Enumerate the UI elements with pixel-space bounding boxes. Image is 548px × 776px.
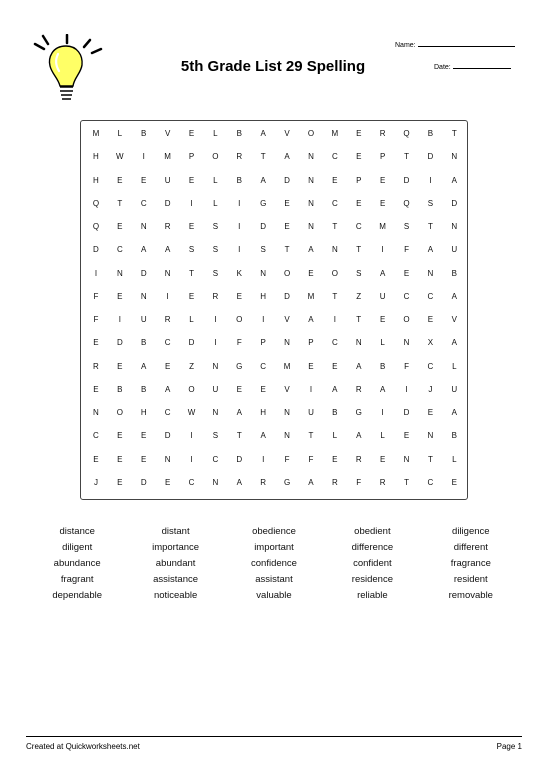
grid-letter: N xyxy=(403,338,410,348)
grid-letter: E xyxy=(332,454,338,464)
page-title: 5th Grade List 29 Spelling xyxy=(180,58,366,75)
grid-letter: A xyxy=(141,361,147,371)
grid-letter: I xyxy=(214,315,217,325)
grid-letter: D xyxy=(260,222,267,232)
grid-letter: B xyxy=(141,338,147,348)
grid-letter: V xyxy=(284,384,290,394)
grid-letter: H xyxy=(93,175,99,185)
grid-letter: N xyxy=(93,408,99,418)
grid-letter: I xyxy=(214,338,217,348)
grid-letter: T xyxy=(332,291,338,301)
grid-letter: R xyxy=(164,315,171,325)
grid-letter: E xyxy=(379,198,386,208)
grid-letter: S xyxy=(260,245,266,255)
grid-letter: Q xyxy=(403,198,410,208)
grid-letter: E xyxy=(403,431,410,441)
grid-letter: A xyxy=(260,129,266,139)
grid-letter: A xyxy=(451,338,457,348)
grid-letter: N xyxy=(308,152,314,162)
grid-letter: I xyxy=(238,198,241,208)
grid-letter: T xyxy=(117,198,123,208)
word-search-grid xyxy=(80,120,468,500)
grid-letter: U xyxy=(451,384,458,394)
grid-letter: T xyxy=(356,245,362,255)
word-list-item: noticeable xyxy=(153,590,198,601)
grid-letter: E xyxy=(236,291,242,301)
grid-letter: I xyxy=(429,175,432,185)
grid-letter: W xyxy=(116,152,124,162)
grid-letter: T xyxy=(284,245,290,255)
word-bank xyxy=(28,525,520,603)
grid-letter: A xyxy=(260,431,266,441)
grid-letter: F xyxy=(93,315,99,325)
name-input-line[interactable] xyxy=(418,38,515,47)
grid-letter: V xyxy=(284,315,290,325)
grid-letter: E xyxy=(117,361,123,371)
grid-letter: E xyxy=(117,477,123,487)
grid-letter: E xyxy=(260,384,266,394)
word-list-item: confident xyxy=(353,558,392,569)
grid-letter: D xyxy=(140,477,147,487)
grid-letter: A xyxy=(356,361,362,371)
grid-letter: K xyxy=(236,268,242,278)
grid-letter: E xyxy=(332,175,338,185)
word-list-item: important xyxy=(254,542,294,553)
grid-letter: E xyxy=(188,222,195,232)
word-list-item: valuable xyxy=(256,590,292,601)
grid-letter: G xyxy=(260,198,267,208)
grid-letter: R xyxy=(355,384,362,394)
grid-letter: N xyxy=(451,222,458,232)
grid-letter: E xyxy=(141,175,147,185)
grid-letter: Q xyxy=(92,222,100,232)
grid-letter: U xyxy=(212,384,219,394)
grid-letter: A xyxy=(451,291,457,301)
word-list-item: resident xyxy=(453,574,488,585)
grid-letter: H xyxy=(260,408,267,418)
grid-letter: U xyxy=(451,245,458,255)
grid-letter: O xyxy=(236,315,243,325)
grid-letter: N xyxy=(403,454,410,464)
grid-letter: E xyxy=(356,198,362,208)
grid-letter: N xyxy=(284,338,290,348)
grid-letter: I xyxy=(262,454,265,464)
grid-letter: E xyxy=(164,361,171,371)
grid-letter: B xyxy=(451,268,457,278)
grid-letter: E xyxy=(379,315,386,325)
grid-letter: V xyxy=(451,315,457,325)
grid-letter: S xyxy=(188,245,195,255)
grid-letter: N xyxy=(116,268,123,278)
grid-letter: C xyxy=(427,477,434,487)
grid-letter: I xyxy=(190,454,193,464)
grid-letter: T xyxy=(356,315,362,325)
grid-letter: B xyxy=(427,129,434,139)
grid-letter: M xyxy=(307,291,315,301)
grid-letter: D xyxy=(236,454,243,464)
word-list-item: assistant xyxy=(255,574,293,585)
grid-letter: T xyxy=(404,152,409,162)
grid-letter: P xyxy=(379,152,386,162)
grid-letter: R xyxy=(164,222,171,232)
grid-letter: O xyxy=(212,152,219,162)
grid-letter: A xyxy=(379,268,386,278)
grid-letter: A xyxy=(308,477,314,487)
grid-letter: F xyxy=(404,245,409,255)
date-input-line[interactable] xyxy=(453,60,511,69)
grid-letter: E xyxy=(379,175,386,185)
grid-letter: B xyxy=(236,129,242,139)
grid-letter: I xyxy=(118,315,121,325)
grid-letter: R xyxy=(355,454,362,464)
grid-letter: I xyxy=(238,222,241,232)
grid-letter: C xyxy=(164,338,171,348)
grid-letter: S xyxy=(212,222,219,232)
grid-letter: S xyxy=(212,245,219,255)
grid-letter: M xyxy=(331,129,339,139)
page-number: Page 1 xyxy=(496,742,522,751)
grid-letter: C xyxy=(331,198,338,208)
grid-letter: R xyxy=(212,291,219,301)
word-list-item: obedient xyxy=(354,526,391,537)
grid-letter: V xyxy=(164,129,171,139)
date-label: Date: xyxy=(434,64,451,71)
grid-letter: S xyxy=(403,222,410,232)
grid-letter: D xyxy=(164,198,171,208)
grid-letter: E xyxy=(236,384,242,394)
grid-letter: T xyxy=(427,222,433,232)
grid-letter: E xyxy=(164,477,171,487)
grid-letter: D xyxy=(451,198,458,208)
grid-letter: A xyxy=(236,477,242,487)
grid-letter: E xyxy=(451,477,457,487)
grid-letter: Z xyxy=(356,291,362,301)
grid-letter: A xyxy=(260,175,266,185)
grid-letter: D xyxy=(403,175,410,185)
grid-letter: C xyxy=(188,477,195,487)
grid-letter: M xyxy=(92,129,100,139)
grid-letter: Q xyxy=(403,129,410,139)
grid-letter: S xyxy=(212,431,219,441)
grid-letter: U xyxy=(140,315,147,325)
grid-letter: E xyxy=(308,268,314,278)
grid-letter: C xyxy=(403,291,410,301)
grid-letter: N xyxy=(164,454,171,464)
grid-letter: D xyxy=(427,152,434,162)
grid-letter: N xyxy=(308,175,314,185)
grid-letter: D xyxy=(93,245,99,255)
grid-letter: E xyxy=(188,129,195,139)
grid-letter: D xyxy=(164,431,171,441)
grid-letter: L xyxy=(380,338,385,348)
grid-letter: L xyxy=(452,361,457,371)
grid-letter: S xyxy=(212,268,219,278)
grid-letter: C xyxy=(164,408,171,418)
grid-letter: Q xyxy=(92,198,100,208)
grid-letter: J xyxy=(93,477,98,487)
grid-letter: R xyxy=(379,477,386,487)
grid-letter: N xyxy=(284,431,290,441)
grid-letter: O xyxy=(188,384,195,394)
grid-letter: E xyxy=(188,291,195,301)
grid-letter: C xyxy=(331,152,338,162)
grid-letter: M xyxy=(283,361,291,371)
grid-letter: X xyxy=(427,338,434,348)
grid-letter: O xyxy=(331,268,338,278)
grid-letter: F xyxy=(356,477,362,487)
grid-letter: H xyxy=(260,291,267,301)
word-list-item: dependable xyxy=(52,590,103,601)
grid-letter: A xyxy=(379,384,386,394)
grid-letter: E xyxy=(117,222,123,232)
grid-letter: E xyxy=(93,338,99,348)
grid-letter: L xyxy=(452,454,457,464)
name-label: Name: xyxy=(395,42,416,49)
grid-letter: E xyxy=(141,454,147,464)
grid-letter: T xyxy=(427,454,433,464)
grid-letter: A xyxy=(356,431,362,441)
grid-letter: T xyxy=(404,477,409,487)
word-list-item: importance xyxy=(152,542,200,553)
grid-letter: O xyxy=(403,315,410,325)
grid-letter: I xyxy=(190,431,193,441)
footer xyxy=(26,736,522,751)
grid-letter: E xyxy=(379,454,386,464)
grid-letter: D xyxy=(116,338,123,348)
grid-letter: D xyxy=(284,175,290,185)
grid-letter: T xyxy=(332,222,338,232)
grid-letter: C xyxy=(427,291,434,301)
grid-letter: A xyxy=(427,245,434,255)
grid-letter: E xyxy=(93,384,99,394)
word-list-item: difference xyxy=(351,542,394,553)
grid-letter: E xyxy=(93,454,99,464)
grid-letter: L xyxy=(332,431,338,441)
grid-letter: N xyxy=(308,198,314,208)
grid-letter: O xyxy=(116,408,123,418)
grid-letter: M xyxy=(379,222,386,232)
word-list-item: fragrant xyxy=(60,574,94,585)
grid-letter: C xyxy=(140,198,147,208)
grid-letter: A xyxy=(308,245,314,255)
grid-letter: L xyxy=(380,431,385,441)
grid-letter: T xyxy=(236,431,242,441)
grid-letter: T xyxy=(451,129,457,139)
word-list-item: confidence xyxy=(251,558,297,569)
grid-letter: N xyxy=(331,245,338,255)
word-list-item: assistance xyxy=(153,574,199,585)
grid-letter: E xyxy=(188,175,195,185)
grid-letter: W xyxy=(187,408,196,418)
grid-letter: P xyxy=(188,152,195,162)
name-field xyxy=(395,38,515,49)
grid-letter: C xyxy=(93,431,99,441)
grid-letter: B xyxy=(236,175,242,185)
grid-letter: I xyxy=(94,268,98,278)
grid-letter: L xyxy=(189,315,194,325)
grid-letter: P xyxy=(260,338,266,348)
grid-letter: B xyxy=(332,408,338,418)
grid-letter: O xyxy=(307,129,315,139)
grid-letter: D xyxy=(403,408,410,418)
grid-letter: T xyxy=(189,268,194,278)
grid-letter: G xyxy=(355,408,362,418)
grid-letter: I xyxy=(309,384,313,394)
word-list-item: reliable xyxy=(357,590,388,601)
lightbulb-icon xyxy=(30,34,110,104)
grid-letter: E xyxy=(403,268,410,278)
grid-letter: A xyxy=(451,408,457,418)
grid-letter: A xyxy=(451,175,457,185)
grid-letter: B xyxy=(379,361,386,371)
grid-letter: E xyxy=(308,361,314,371)
grid-letter: N xyxy=(164,268,171,278)
grid-letter: B xyxy=(141,129,147,139)
grid-letter: I xyxy=(262,315,265,325)
grid-letter: N xyxy=(427,431,434,441)
date-field xyxy=(434,60,511,71)
grid-letter: N xyxy=(212,477,219,487)
grid-letter: D xyxy=(140,268,147,278)
grid-letter: N xyxy=(308,222,314,232)
grid-letter: N xyxy=(212,408,219,418)
grid-letter: O xyxy=(283,268,291,278)
grid-letter: N xyxy=(427,268,434,278)
grid-letter: S xyxy=(356,268,362,278)
grid-letter: A xyxy=(164,384,171,394)
grid-letter: V xyxy=(284,129,290,139)
grid-letter: J xyxy=(428,384,433,394)
grid-letter: I xyxy=(190,198,193,208)
grid-letter: A xyxy=(284,152,290,162)
grid-letter: D xyxy=(284,291,290,301)
grid-letter: N xyxy=(140,222,147,232)
grid-letter: E xyxy=(117,454,123,464)
grid-letter: E xyxy=(117,175,123,185)
grid-letter: S xyxy=(427,198,434,208)
grid-letter: I xyxy=(381,245,384,255)
word-list-item: distant xyxy=(161,526,190,537)
grid-letter: G xyxy=(236,361,243,371)
grid-letter: B xyxy=(141,384,147,394)
grid-letter: C xyxy=(427,361,434,371)
grid-letter: I xyxy=(166,291,169,301)
grid-letter: B xyxy=(451,431,457,441)
grid-letter: U xyxy=(379,291,386,301)
grid-letter: A xyxy=(141,245,147,255)
grid-letter: L xyxy=(117,129,123,139)
grid-letter: I xyxy=(333,315,336,325)
grid-letter: M xyxy=(164,152,171,162)
grid-letter: N xyxy=(355,338,362,348)
grid-letter: R xyxy=(93,361,99,371)
grid-letter: C xyxy=(355,222,362,232)
word-list-item: distance xyxy=(59,526,95,537)
grid-letter: C xyxy=(116,245,123,255)
word-list-item: abundant xyxy=(155,558,196,569)
grid-letter: A xyxy=(332,384,338,394)
grid-letter: G xyxy=(283,477,291,487)
grid-letter: F xyxy=(93,291,99,301)
grid-letter: F xyxy=(404,361,409,371)
grid-letter: A xyxy=(236,408,242,418)
grid-letter: E xyxy=(117,431,123,441)
word-list-item: removable xyxy=(448,590,493,601)
grid-letter: E xyxy=(332,361,338,371)
grid-letter: U xyxy=(164,175,171,185)
grid-letter: T xyxy=(308,431,314,441)
grid-letter: F xyxy=(308,454,314,464)
grid-letter: E xyxy=(356,152,362,162)
grid-letter: P xyxy=(308,338,314,348)
grid-letter: R xyxy=(260,477,267,487)
word-list-item: fragrance xyxy=(450,558,491,569)
word-list-item: different xyxy=(453,542,488,553)
grid-letter: C xyxy=(331,338,338,348)
grid-letter: L xyxy=(213,129,218,139)
grid-letter: I xyxy=(405,384,408,394)
grid-letter: N xyxy=(212,361,219,371)
word-list-item: abundance xyxy=(53,558,101,569)
grid-letter: E xyxy=(427,315,434,325)
grid-letter: I xyxy=(142,152,145,162)
grid-letter: I xyxy=(381,408,384,418)
footer-credit: Created at Quickworksheets.net xyxy=(26,742,140,751)
grid-letter: A xyxy=(308,315,314,325)
grid-letter: B xyxy=(117,384,123,394)
grid-letter: E xyxy=(141,431,147,441)
word-list-item: residence xyxy=(351,574,393,585)
grid-letter: P xyxy=(356,175,362,185)
grid-letter: N xyxy=(284,408,290,418)
grid-letter: L xyxy=(213,175,218,185)
grid-letter: H xyxy=(140,408,147,418)
grid-letter: I xyxy=(238,245,241,255)
grid-letter: N xyxy=(451,152,458,162)
grid-letter: C xyxy=(212,454,219,464)
word-list-item: obedience xyxy=(252,526,296,537)
word-list-item: diligent xyxy=(62,542,93,553)
word-list-item: diligence xyxy=(452,526,490,537)
grid-letter: E xyxy=(284,198,290,208)
grid-letter: A xyxy=(164,245,171,255)
grid-letter: E xyxy=(356,129,362,139)
grid-letter: R xyxy=(331,477,338,487)
grid-letter: N xyxy=(260,268,267,278)
grid-letter: U xyxy=(308,408,314,418)
grid-letter: R xyxy=(379,129,386,139)
grid-letter: N xyxy=(140,291,147,301)
grid-letter: E xyxy=(284,222,290,232)
grid-letter: L xyxy=(213,198,218,208)
grid-letter: E xyxy=(117,291,123,301)
grid-letter: C xyxy=(260,361,267,371)
grid-letter: F xyxy=(236,338,242,348)
grid-letter: F xyxy=(284,454,290,464)
grid-letter: H xyxy=(93,152,99,162)
grid-letter: R xyxy=(236,152,243,162)
grid-letter: Z xyxy=(189,361,194,371)
grid-letter: D xyxy=(188,338,195,348)
grid-letter: T xyxy=(260,152,266,162)
grid-letter: E xyxy=(427,408,434,418)
